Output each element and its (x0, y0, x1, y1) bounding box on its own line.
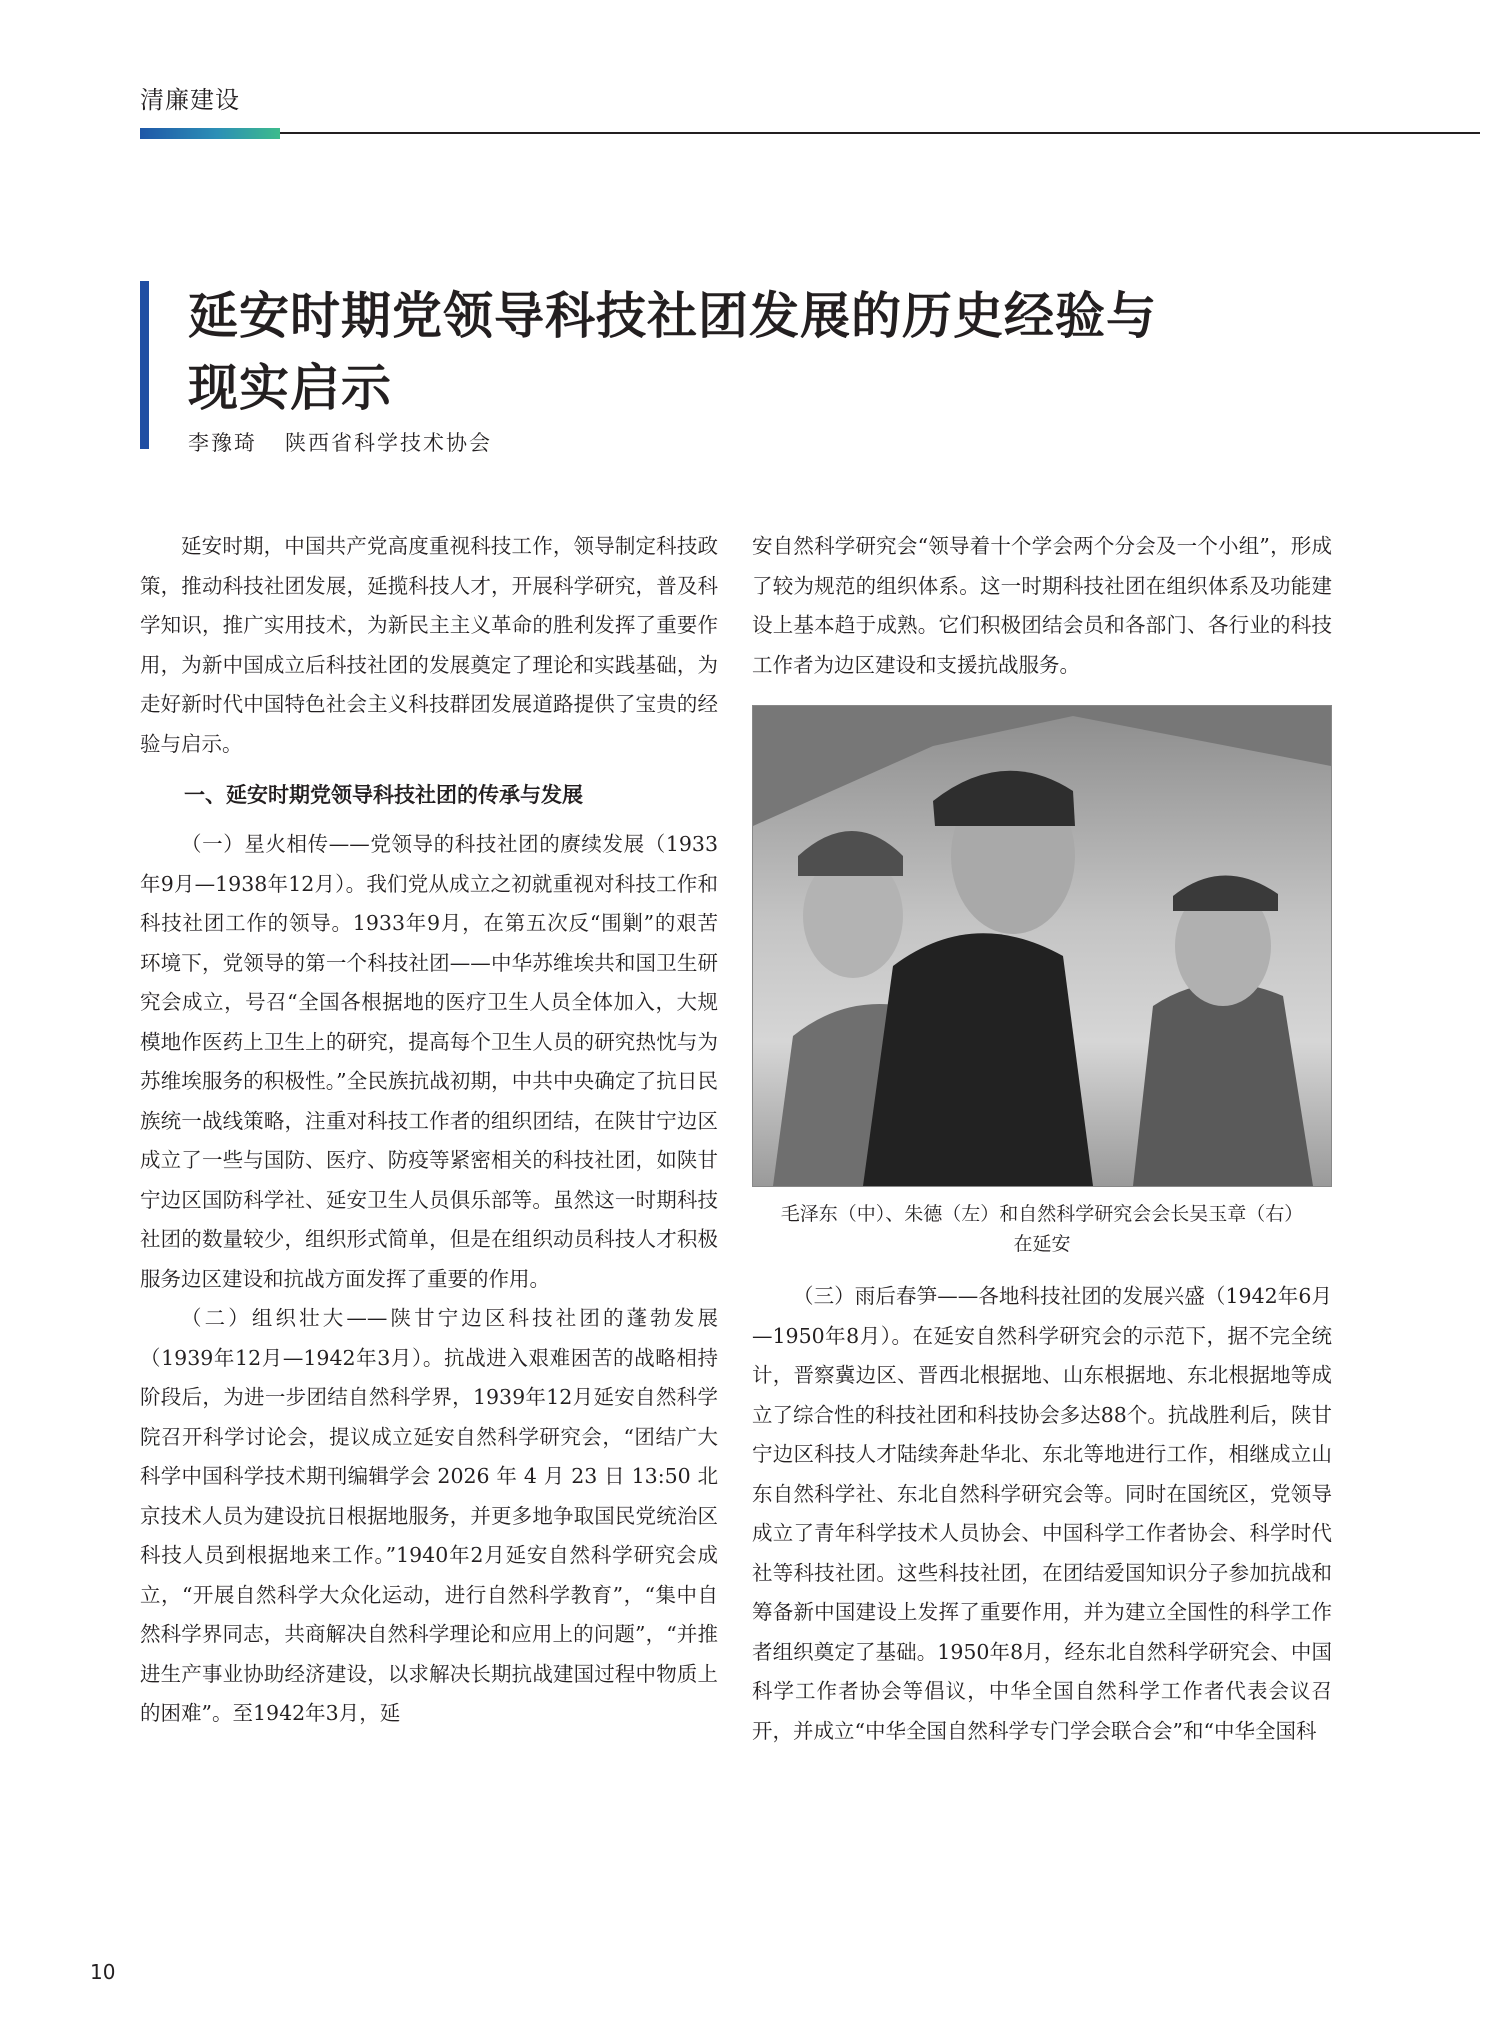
paragraph-3: （三）雨后春笋——各地科技社团的发展兴盛（1942年6月—1950年8月）。在延安自然科学研究会的示范下，据不完全统计，晋察冀边区、晋西北根据地、山东根据地、东北根据地等成立了综合性的科技社团和科技协会多达88个。抗战胜利后，陕甘宁边区科技人才陆续奔赴华北、东北等地进行工作，相继成立山东自然科学社、东北自然科学研究会等。同时在国统区，党领导成立了青年科学技术人员协会、中国科学工作者协会、科学时代社等科技社团。这些科技社团，在团结爱国知识分子参加抗战和筹备新中国建设上发挥了重要作用，并为建立全国性的科学工作者组织奠定了基础。1950年8月，经东北自然科学研究会、中国科学工作者协会等倡议，中华全国自然科学工作者代表会议召开，并成立“中华全国自然科学专门学会联合会”和“中华全国科 (752, 1284, 1332, 1743)
byline (188, 427, 492, 457)
historical-photo (752, 705, 1332, 1187)
header-accent-bar (140, 128, 280, 139)
author-name: 李豫琦 (188, 431, 257, 455)
article-title (188, 280, 1157, 424)
right-column (752, 527, 1332, 1751)
caption-line-2: 在延安 (1013, 1233, 1071, 1255)
title-line-1: 延安时期党领导科技社团发展的历史经验与 (188, 287, 1157, 345)
photo-caption (752, 1199, 1332, 1259)
paragraph-2-continued: 安自然科学研究会“领导着十个学会两个分会及一个小组”，形成了较为规范的组织体系。这一时期科技社团在组织体系及功能建设上基本趋于成熟。它们积极团结会员和各部门、各行业的科技工作者为边区建设和支援抗战服务。 (752, 534, 1332, 677)
author-affiliation: 陕西省科学技术协会 (285, 431, 492, 455)
header-rule (280, 132, 1480, 134)
section-heading: 一、延安时期党领导科技社团的传承与发展 (184, 783, 583, 807)
page-number: 10 (90, 1960, 116, 1984)
section-label: 清廉建设 (140, 86, 240, 114)
title-line-2: 现实启示 (188, 359, 392, 417)
paragraph-2: （二）组织壮大——陕甘宁边区科技社团的蓬勃发展（1939年12月—1942年3月）。抗战进入艰难困苦的战略相持阶段后，为进一步团结自然科学界，1939年12月延安自然科学院召开科学讨论会，提议成立延安自然科学研究会，“团结广大科学中国科学技术期刊编辑学会 2026 年 4 月 23 日 13:50 北京技术人员为建设抗日根据地服务，并更多地争取国民党统治区科技人员到根据地来工作。”1940年2月延安自然科学研究会成立，“开展自然科学大众化运动，进行自然科学教育”，“集中自然科学界同志，共商解决自然科学理论和应用上的问题”，“并推进生产事业协助经济建设，以求解决长期抗战建国过程中物质上的困难”。至1942年3月，延 (140, 1306, 718, 1725)
caption-line-1: 毛泽东（中）、朱德（左）和自然科学研究会会长吴玉章（右） (780, 1203, 1304, 1225)
left-column (140, 527, 718, 1734)
paragraph-1: （一）星火相传——党领导的科技社团的赓续发展（1933年9月—1938年12月）。我们党从成立之初就重视对科技工作和科技社团工作的领导。1933年9月，在第五次反“围剿”的艰苦环境下，党领导的第一个科技社团——中华苏维埃共和国卫生研究会成立，号召“全国各根据地的医疗卫生人员全体加入，大规模地作医药上卫生上的研究，提高每个卫生人员的研究热忱与为苏维埃服务的积极性。”全民族抗战初期，中共中央确定了抗日民族统一战线策略，注重对科技工作者的组织团结，在陕甘宁边区成立了一些与国防、医疗、防疫等紧密相关的科技社团，如陕甘宁边区国防科学社、延安卫生人员俱乐部等。虽然这一时期科技社团的数量较少，组织形式简单，但是在组织动员科技人才积极服务边区建设和抗战方面发挥了重要的作用。 (140, 832, 718, 1291)
title-accent-bar (140, 281, 149, 449)
intro-paragraph: 延安时期，中国共产党高度重视科技工作，领导制定科技政策，推动科技社团发展，延揽科技人才，开展科学研究，普及科学知识，推广实用技术，为新民主主义革命的胜利发挥了重要作用，为新中国成立后科技社团的发展奠定了理论和实践基础，为走好新时代中国特色社会主义科技群团发展道路提供了宝贵的经验与启示。 (140, 534, 718, 756)
